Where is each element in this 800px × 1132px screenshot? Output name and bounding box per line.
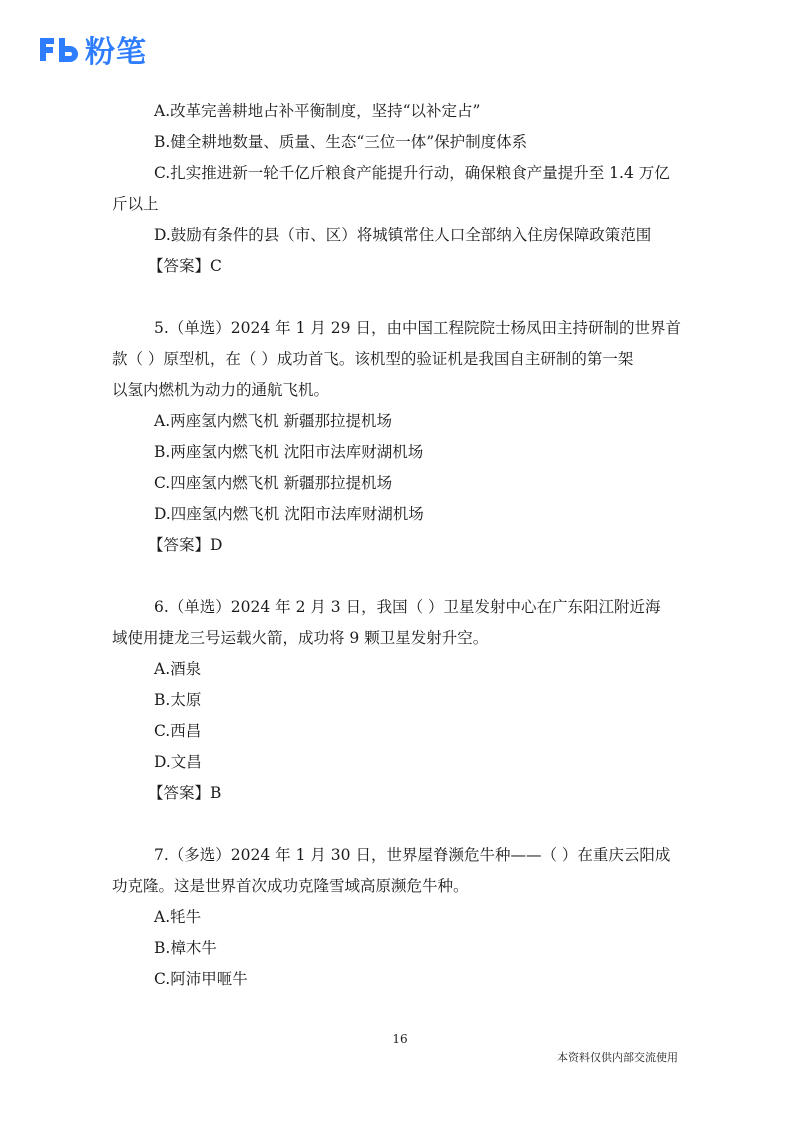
q5-stem-line-1: 5.（单选）2024 年 1 月 29 日，由中国工程院院士杨凤田主持研制的世界首 (154, 319, 681, 337)
q7-option-b: B.樟木牛 (154, 939, 217, 957)
q6-stem-line-2: 域使用捷龙三号运载火箭，成功将 9 颗卫星发射升空。 (112, 629, 489, 647)
fenbi-logo-icon (37, 32, 83, 66)
q4-option-b: B.健全耕地数量、质量、生态“三位一体”保护制度体系 (154, 133, 528, 151)
q7-stem-line-2: 功克隆。这是世界首次成功克隆雪域高原濒危牛种。 (112, 877, 469, 895)
q5-stem-line-2: 款（ ）原型机，在（ ）成功首飞。该机型的验证机是我国自主研制的第一架 (112, 350, 634, 368)
q6-stem-line-1: 6.（单选）2024 年 2 月 3 日，我国（ ）卫星发射中心在广东阳江附近海 (154, 598, 661, 616)
q6-option-a: A.酒泉 (154, 660, 202, 678)
q7-option-a: A.牦牛 (154, 908, 202, 926)
q5-option-c: C.四座氢内燃飞机 新疆那拉提机场 (154, 474, 393, 492)
q6-option-d: D.文昌 (154, 753, 202, 771)
q4-option-a: A.改革完善耕地占补平衡制度，坚持“以补定占” (154, 102, 481, 120)
q7-stem-line-1: 7.（多选）2024 年 1 月 30 日，世界屋脊濒危牛种——（ ）在重庆云阳成 (154, 846, 671, 864)
q7-option-c: C.阿沛甲咂牛 (154, 970, 248, 988)
q4-option-d: D.鼓励有条件的县（市、区）将城镇常住人口全部纳入住房保障政策范围 (154, 226, 652, 244)
q4-answer: 【答案】C (148, 257, 222, 275)
footer-note: 本资料仅供内部交流使用 (557, 1051, 678, 1064)
q5-option-d: D.四座氢内燃飞机 沈阳市法库财湖机场 (154, 505, 424, 523)
q5-stem-line-3: 以氢内燃机为动力的通航飞机。 (112, 381, 330, 399)
brand-logo (37, 32, 147, 70)
q4-option-c: C.扎实推进新一轮千亿斤粮食产能提升行动，确保粮食产量提升至 1.4 万亿 (154, 164, 670, 182)
q4-option-c-continued: 斤以上 (112, 195, 159, 213)
q5-option-a: A.两座氢内燃飞机 新疆那拉提机场 (154, 412, 393, 430)
document-body (112, 96, 690, 995)
q6-option-b: B.太原 (154, 691, 202, 709)
q6-option-c: C.西昌 (154, 722, 202, 740)
q6-answer: 【答案】B (148, 784, 222, 802)
q5-option-b: B.两座氢内燃飞机 沈阳市法库财湖机场 (154, 443, 424, 461)
page-number: 16 (392, 1032, 408, 1046)
q5-answer: 【答案】D (148, 536, 223, 554)
logo-text: 粉笔 (85, 35, 147, 70)
